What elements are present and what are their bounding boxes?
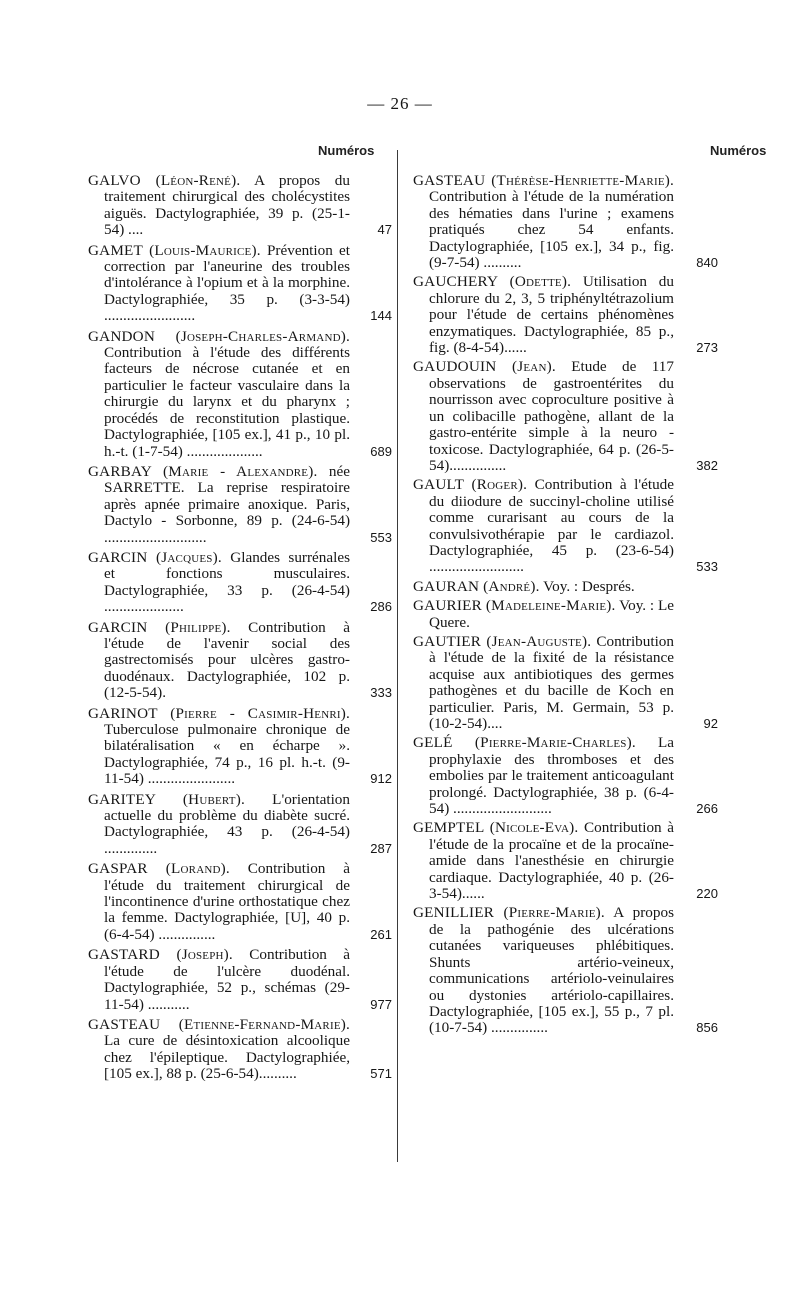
entry-number: 333 (370, 685, 392, 701)
entry-description: Contribution à l'étude de la fixité de la résistance acquise aux antibiotiques des germes pathogènes et du bacille de Koch en particulier. Paris, M. Germain, 53 p. (10-2-54).... (429, 632, 674, 732)
entry-text (88, 620, 350, 702)
thesis-entry (413, 359, 718, 474)
entry-description: Contribution à l'étude du diiodure de succinyl-choline utilisé comme curarisant au cours de la convulsivothérapie par le cardiazol. Dactylographiée, 45 p. (23-6-54) ......................... (429, 476, 674, 576)
entry-author: GARBAY (Marie - Alexandre). (88, 462, 318, 480)
entry-description: La prophylaxie des thromboses et des embolies par le traitement anticoagulant prolongé. Dactylographiée, 38 p. (6-4-54) .......................... (429, 734, 674, 818)
entry-text (413, 634, 674, 732)
entry-author: GAUTIER (Jean-Auguste). (413, 632, 592, 650)
entry-number: 47 (377, 222, 392, 238)
thesis-entry (88, 173, 392, 239)
entry-author: GARCIN (Philippe). (88, 618, 231, 636)
entry-text (413, 477, 674, 575)
entry-number: 382 (696, 457, 718, 473)
entry-number: 553 (370, 529, 392, 545)
entry-description: A propos de la pathogénie des ulcérations cutanées variqueuses phlébitiques. Shunts artério-veineux, communications artériolo-veinulaires ou dystonies artériolo-capillaires. Dactylographiée, [105 ex.], 55 p., 7 pl. (10-7-54) ............... (429, 904, 674, 1037)
thesis-entry (88, 243, 392, 325)
entry-description: A propos du traitement chirurgical des cholécystites aiguës. Dactylographiée, 39 p. (25-1-54) .... (104, 172, 350, 239)
entry-number: 689 (370, 443, 392, 459)
entry-text (88, 1017, 350, 1083)
thesis-entry (413, 173, 718, 271)
thesis-entry (413, 477, 718, 575)
thesis-entry (88, 947, 392, 1013)
entry-author: GAURIER (Madeleine-Marie). (413, 597, 616, 615)
entry-text (413, 598, 674, 631)
thesis-entry (413, 579, 718, 595)
entry-text (88, 550, 350, 616)
entry-author: GAURAN (André). (413, 577, 540, 595)
entry-description: Etude de 117 observations de gastroentérites du nourrisson avec coproculture positive à un colibacille pathogène, allant de la gastro-entérite simple à la neuro - toxicose. Dactylographiée, 64 p. (26-5-54)............... (429, 358, 674, 474)
entry-description: Voy. : Le Quere. (429, 597, 674, 631)
entry-text (88, 173, 350, 239)
thesis-entry (413, 905, 718, 1036)
entry-text (413, 173, 674, 271)
entry-description: Contribution à l'étude des différents facteurs de nécrose cutanée et en particulier le facteur vasculaire dans la chirurgie du larynx et du pharynx ; procédés de reconstitution plastique. Dactylographiée, [105 ex.], 41 p., 10 pl. h.-t. (1-7-54) .................... (104, 344, 350, 460)
entry-number: 856 (696, 1020, 718, 1036)
entry-text (88, 243, 350, 325)
thesis-entry (88, 620, 392, 702)
thesis-entry (88, 861, 392, 943)
page-number: — 26 — (367, 94, 433, 113)
entry-author: GARCIN (Jacques). (88, 548, 222, 566)
entry-text (88, 947, 350, 1013)
left-column (88, 173, 392, 1087)
entry-author: GAUCHERY (Odette). (413, 273, 572, 291)
entry-text (413, 359, 674, 474)
thesis-entry (413, 820, 718, 902)
entry-number: 261 (370, 926, 392, 942)
entry-author: GAULT (Roger). (413, 476, 528, 494)
right-column (413, 173, 718, 1040)
entry-description: Contribution à l'étude de la procaïne et de la procaïne-amide dans l'anesthésie en chirurgie cardiaque. Dactylographiée, 40 p. (26-3-54)...... (429, 819, 675, 903)
entry-number: 533 (696, 559, 718, 575)
thesis-entry (88, 792, 392, 858)
entry-description: Contribution à l'étude de la numération des hématies dans l'urine ; examens pratiqués chez 54 enfants. Dactylographiée, [105 ex.], 34 p., fig. (9-7-54) .......... (429, 188, 674, 272)
entry-number: 571 (370, 1066, 392, 1082)
entry-text (413, 905, 674, 1036)
entry-author: GAMET (Louis-Maurice). (88, 241, 261, 259)
thesis-entry (88, 464, 392, 546)
thesis-entry (413, 634, 718, 732)
entry-author: GELÉ (Pierre-Marie-Charles). (413, 734, 636, 752)
entry-description: Glandes surrénales et fonctions musculaires. Dactylographiée, 33 p. (26-4-54) ..................... (104, 548, 350, 616)
entry-number: 286 (370, 599, 392, 615)
entry-number: 287 (370, 840, 392, 856)
thesis-entry (413, 735, 718, 817)
left-column-header: Numéros (318, 143, 375, 158)
entry-text (413, 274, 674, 356)
entry-text (88, 792, 350, 858)
entry-description: Contribution à l'étude de l'avenir social des gastrectomisés pour ulcères gastro-duodénaux. Dactylographiée, 102 p. (12-5-54). (104, 618, 350, 702)
entry-number: 912 (370, 771, 392, 787)
entry-number: 266 (696, 801, 718, 817)
entry-text (413, 579, 674, 595)
entry-text (88, 861, 350, 943)
entry-author: GANDON (Joseph-Charles-Armand). (88, 327, 350, 345)
column-divider (397, 150, 398, 1162)
right-column-header: Numéros (710, 143, 767, 158)
entry-description: L'orientation actuelle du problème du diabète sucré. Dactylographiée, 43 p. (26-4-54) .............. (104, 790, 350, 857)
entry-text (88, 329, 350, 460)
thesis-entry (88, 550, 392, 616)
thesis-entry (88, 329, 392, 460)
entry-author: GARINOT (Pierre - Casimir-Henri). (88, 704, 350, 722)
entry-author: GASTEAU (Etienne-Fernand-Marie). (88, 1015, 350, 1033)
entry-description: La cure de désintoxication alcoolique chez l'épileptique. Dactylographiée, [105 ex.], 88 p. (25-6-54).......... (104, 1032, 350, 1083)
entry-description: Utilisation du chlorure du 2, 3, 5 triphényltétrazolium pour l'étude de certains phénomènes enzymatiques. Dactylographiée, 85 p., fig. (8-4-54)...... (429, 273, 674, 357)
entry-description: Voy. : Després. (539, 577, 635, 595)
entry-number: 273 (696, 340, 718, 356)
entry-description: Prévention et correction par l'aneurine des troubles d'intolérance à l'opium et à la morphine. Dactylographiée, 35 p. (3-3-54) ........................ (104, 241, 350, 325)
entry-author: GENILLIER (Pierre-Marie). (413, 904, 605, 922)
entry-number: 220 (696, 886, 718, 902)
entry-author: GASTARD (Joseph). (88, 946, 233, 964)
thesis-entry (88, 1017, 392, 1083)
entry-text (88, 706, 350, 788)
entry-text (413, 820, 674, 902)
entry-description: née SARRETTE. La reprise respiratoire après apnée primaire anoxique. Paris, Dactylo - Sorbonne, 89 p. (24-6-54) ........................... (104, 462, 350, 546)
entry-description: Contribution à l'étude de l'ulcère duodénal. Dactylographiée, 52 p., schémas (29-11-54) ........... (104, 946, 350, 1013)
entry-author: GAUDOUIN (Jean). (413, 358, 556, 376)
entry-number: 977 (370, 996, 392, 1012)
entry-text (88, 464, 350, 546)
entry-author: GALVO (Léon-René). (88, 172, 241, 189)
entry-number: 840 (696, 255, 718, 271)
entry-text (413, 735, 674, 817)
thesis-entry (413, 598, 718, 631)
entry-author: GASTEAU (Thérèse-Henriette-Marie). (413, 172, 674, 189)
entry-description: Contribution à l'étude du traitement chirurgical de l'incontinence d'urine orthostatique chez la femme. Dactylographiée, [U], 40 p. (6-4-54) ............... (104, 860, 350, 943)
entry-author: GARITEY (Hubert). (88, 790, 245, 808)
entry-number: 92 (703, 716, 718, 731)
entry-author: GASPAR (Lorand). (88, 860, 230, 878)
entry-number: 144 (370, 308, 392, 324)
entry-author: GEMPTEL (Nicole-Eva). (413, 819, 579, 837)
thesis-entry (88, 706, 392, 788)
thesis-entry (413, 274, 718, 356)
entry-description: Tuberculose pulmonaire chronique de bilatéralisation « en écharpe ». Dactylographiée, 74 p., 16 pl. h.-t. (9-11-54) ....................... (104, 721, 350, 788)
